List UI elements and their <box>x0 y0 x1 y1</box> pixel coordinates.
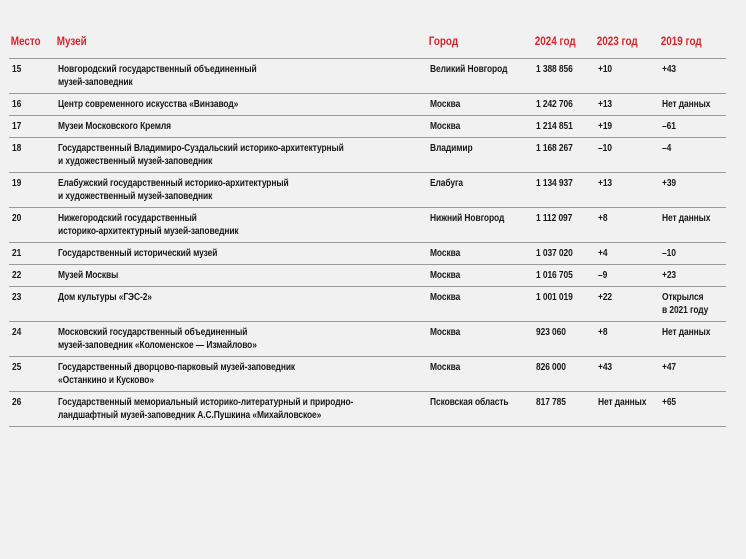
cell-rank: 22 <box>9 265 55 287</box>
cell-city: Москва <box>427 243 533 265</box>
table-row <box>9 265 726 287</box>
cell-rank: 21 <box>9 243 55 265</box>
cell-2024: 1 388 856 <box>533 59 595 94</box>
table-row <box>9 94 726 116</box>
cell-2019: +65 <box>659 392 726 427</box>
table-row <box>9 357 726 392</box>
cell-city: Москва <box>427 116 533 138</box>
table-row <box>9 138 726 173</box>
cell-2023: –9 <box>595 265 659 287</box>
cell-museum: Государственный исторический музей <box>55 243 427 265</box>
cell-city: Нижний Новгород <box>427 208 533 243</box>
cell-2019: Нет данных <box>659 208 726 243</box>
table-row <box>9 173 726 208</box>
cell-rank: 25 <box>9 357 55 392</box>
cell-2024: 1 112 097 <box>533 208 595 243</box>
table-row <box>9 243 726 265</box>
museum-attendance-table <box>9 28 726 427</box>
cell-2019: Нет данных <box>659 322 726 357</box>
cell-rank: 17 <box>9 116 55 138</box>
cell-2023: +19 <box>595 116 659 138</box>
cell-museum: Елабужский государственный историко-архитектурный и художественный музей-заповедник <box>55 173 427 208</box>
cell-rank: 20 <box>9 208 55 243</box>
cell-2019: –61 <box>659 116 726 138</box>
table-row <box>9 208 726 243</box>
header-museum: Музей <box>55 28 375 59</box>
cell-museum: Музеи Московского Кремля <box>55 116 427 138</box>
table-row <box>9 392 726 427</box>
cell-rank: 24 <box>9 322 55 357</box>
cell-city: Москва <box>427 265 533 287</box>
header-rank: Место <box>9 28 49 59</box>
cell-2024: 1 242 706 <box>533 94 595 116</box>
table-row <box>9 287 726 322</box>
cell-2023: Нет данных <box>595 392 659 427</box>
cell-museum: Центр современного искусства «Винзавод» <box>55 94 427 116</box>
header-2019: 2019 год <box>659 28 717 59</box>
cell-2024: 1 001 019 <box>533 287 595 322</box>
cell-rank: 19 <box>9 173 55 208</box>
cell-museum: Государственный Владимиро-Суздальский историко-архитектурный и художественный музей-заповедник <box>55 138 427 173</box>
cell-2023: +43 <box>595 357 659 392</box>
cell-rank: 18 <box>9 138 55 173</box>
table-row <box>9 322 726 357</box>
cell-museum: Московский государственный объединенный музей-заповедник «Коломенское — Измайлово» <box>55 322 427 357</box>
cell-2024: 817 785 <box>533 392 595 427</box>
cell-2019: +47 <box>659 357 726 392</box>
cell-city: Великий Новгород <box>427 59 533 94</box>
cell-2023: –10 <box>595 138 659 173</box>
cell-museum: Государственный мемориальный историко-литературный и природно- ландшафтный музей-заповедник А.С.Пушкина «Михайловское» <box>55 392 427 427</box>
cell-2024: 1 037 020 <box>533 243 595 265</box>
cell-2023: +22 <box>595 287 659 322</box>
cell-city: Москва <box>427 94 533 116</box>
cell-city: Псковская область <box>427 392 533 427</box>
cell-2023: +13 <box>595 173 659 208</box>
cell-2023: +10 <box>595 59 659 94</box>
cell-2024: 1 016 705 <box>533 265 595 287</box>
cell-rank: 23 <box>9 287 55 322</box>
cell-2023: +4 <box>595 243 659 265</box>
cell-city: Москва <box>427 322 533 357</box>
cell-rank: 16 <box>9 94 55 116</box>
cell-2024: 1 134 937 <box>533 173 595 208</box>
cell-rank: 26 <box>9 392 55 427</box>
cell-2019: Открылся в 2021 году <box>659 287 726 322</box>
cell-2019: +23 <box>659 265 726 287</box>
cell-city: Владимир <box>427 138 533 173</box>
cell-2024: 1 214 851 <box>533 116 595 138</box>
cell-city: Москва <box>427 357 533 392</box>
cell-2019: –4 <box>659 138 726 173</box>
cell-2023: +8 <box>595 208 659 243</box>
cell-museum: Новгородский государственный объединенный музей-заповедник <box>55 59 427 94</box>
header-2024: 2024 год <box>533 28 586 59</box>
cell-2023: +8 <box>595 322 659 357</box>
cell-city: Москва <box>427 287 533 322</box>
header-city: Город <box>427 28 518 59</box>
cell-2024: 1 168 267 <box>533 138 595 173</box>
table-header-row <box>9 28 726 59</box>
cell-2019: –10 <box>659 243 726 265</box>
cell-museum: Нижегородский государственный историко-архитектурный музей-заповедник <box>55 208 427 243</box>
cell-2019: +43 <box>659 59 726 94</box>
cell-museum: Государственный дворцово-парковый музей-заповедник «Останкино и Кусково» <box>55 357 427 392</box>
cell-rank: 15 <box>9 59 55 94</box>
cell-museum: Дом культуры «ГЭС-2» <box>55 287 427 322</box>
cell-2024: 826 000 <box>533 357 595 392</box>
cell-2024: 923 060 <box>533 322 595 357</box>
table-row <box>9 59 726 94</box>
cell-2019: Нет данных <box>659 94 726 116</box>
cell-city: Елабуга <box>427 173 533 208</box>
cell-museum: Музей Москвы <box>55 265 427 287</box>
cell-2019: +39 <box>659 173 726 208</box>
header-2023: 2023 год <box>595 28 650 59</box>
table-row <box>9 116 726 138</box>
cell-2023: +13 <box>595 94 659 116</box>
